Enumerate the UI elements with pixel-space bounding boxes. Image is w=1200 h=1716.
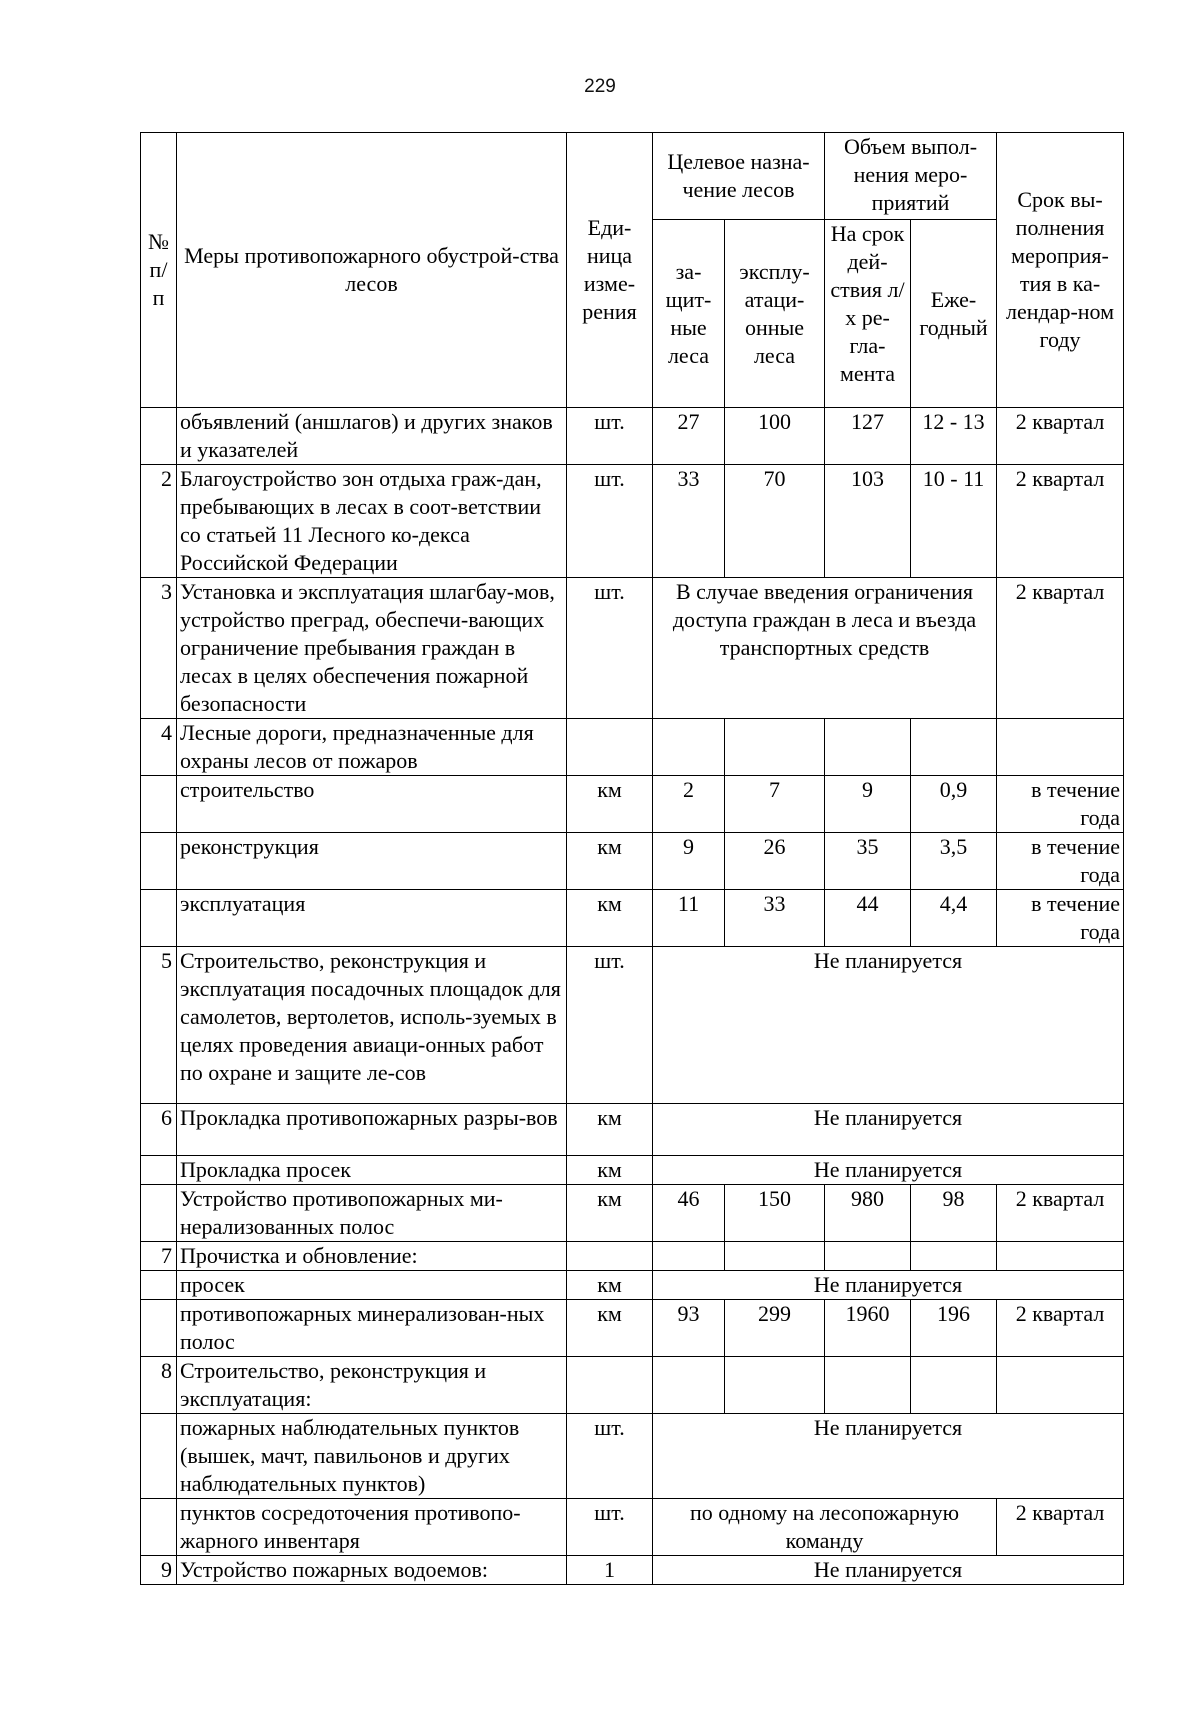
row-number [141, 1185, 177, 1242]
table-row [141, 1414, 1124, 1499]
row-measure: эксплуатация [177, 890, 567, 947]
table-row [141, 1556, 1124, 1585]
row-exploit: 299 [725, 1300, 825, 1357]
row-exploit: 70 [725, 465, 825, 578]
row-period: 35 [825, 833, 911, 890]
table-row [141, 890, 1124, 947]
row-note: Не планируется [653, 1271, 1124, 1300]
row-annual [911, 1357, 997, 1414]
row-period: 1960 [825, 1300, 911, 1357]
row-number [141, 1499, 177, 1556]
row-number [141, 833, 177, 890]
row-protective [653, 719, 725, 776]
row-number [141, 1300, 177, 1357]
row-measure: Прочистка и обновление: [177, 1242, 567, 1271]
fire-measures-table [140, 132, 1124, 1585]
row-measure: просек [177, 1271, 567, 1300]
row-annual: 12 - 13 [911, 408, 997, 465]
row-deadline [997, 1242, 1124, 1271]
header-purpose: Целевое назна-чение лесов [653, 133, 825, 220]
row-unit: шт. [567, 465, 653, 578]
row-period [825, 719, 911, 776]
row-note: Не планируется [653, 1414, 1124, 1499]
row-unit: км [567, 1271, 653, 1300]
row-unit [567, 1242, 653, 1271]
header-volume: Объем выпол-нения меро-приятий [825, 133, 997, 220]
row-number: 7 [141, 1242, 177, 1271]
header-protective: за-щит-ные леса [653, 220, 725, 408]
table-row [141, 1104, 1124, 1156]
row-measure: пунктов сосредоточения противопо-жарного инвентаря [177, 1499, 567, 1556]
table-row [141, 1242, 1124, 1271]
row-exploit: 7 [725, 776, 825, 833]
row-period [825, 1242, 911, 1271]
header-period: На срок дей-ствия л/х ре-гла-мента [825, 220, 911, 408]
row-annual: 4,4 [911, 890, 997, 947]
header-deadline: Срок вы-полнения мероприя-тия в ка-лендар-ном году [997, 133, 1124, 408]
row-unit: шт. [567, 1414, 653, 1499]
row-deadline [997, 719, 1124, 776]
row-number: 3 [141, 578, 177, 719]
row-period [825, 1357, 911, 1414]
row-note: Не планируется [653, 1104, 1124, 1156]
row-number: 4 [141, 719, 177, 776]
row-number: 9 [141, 1556, 177, 1585]
row-unit: км [567, 890, 653, 947]
row-unit: шт. [567, 408, 653, 465]
row-unit: шт. [567, 1499, 653, 1556]
row-unit: шт. [567, 947, 653, 1104]
row-number [141, 408, 177, 465]
table-row [141, 578, 1124, 719]
row-exploit [725, 1242, 825, 1271]
row-measure: Прокладка просек [177, 1156, 567, 1185]
table-row [141, 1499, 1124, 1556]
row-deadline: в течение года [997, 776, 1124, 833]
table-row [141, 947, 1124, 1104]
row-unit: км [567, 1185, 653, 1242]
table-row [141, 1271, 1124, 1300]
table-row [141, 1357, 1124, 1414]
row-unit: км [567, 1156, 653, 1185]
row-deadline [997, 1357, 1124, 1414]
table-row [141, 465, 1124, 578]
row-number [141, 1156, 177, 1185]
row-exploit [725, 1357, 825, 1414]
row-annual: 10 - 11 [911, 465, 997, 578]
row-period: 127 [825, 408, 911, 465]
row-protective: 2 [653, 776, 725, 833]
row-deadline: 2 квартал [997, 578, 1124, 719]
table-row [141, 408, 1124, 465]
header-unit: Еди-ница изме-рения [567, 133, 653, 408]
row-protective: 11 [653, 890, 725, 947]
table-row [141, 719, 1124, 776]
row-measure: реконструкция [177, 833, 567, 890]
row-annual [911, 1242, 997, 1271]
row-protective: 33 [653, 465, 725, 578]
row-note: по одному на лесопожарную команду [653, 1499, 997, 1556]
row-note: Не планируется [653, 1156, 1124, 1185]
row-number: 8 [141, 1357, 177, 1414]
row-number [141, 776, 177, 833]
row-measure: Строительство, реконструкция и эксплуатация: [177, 1357, 567, 1414]
row-measure: Устройство пожарных водоемов: [177, 1556, 567, 1585]
table-row [141, 1185, 1124, 1242]
row-period: 9 [825, 776, 911, 833]
row-unit: км [567, 776, 653, 833]
row-annual: 196 [911, 1300, 997, 1357]
row-protective: 46 [653, 1185, 725, 1242]
page-number: 229 [584, 76, 616, 97]
row-unit: 1 [567, 1556, 653, 1585]
row-protective [653, 1242, 725, 1271]
row-number: 6 [141, 1104, 177, 1156]
row-unit [567, 719, 653, 776]
row-note: Не планируется [653, 947, 1124, 1104]
row-deadline: 2 квартал [997, 1185, 1124, 1242]
header-row-1 [141, 133, 1124, 220]
row-number: 5 [141, 947, 177, 1104]
row-measure: Строительство, реконструкция и эксплуатация посадочных площадок для самолетов, вертолетов, исполь-зуемых в целях проведения авиаци-онных работ по охране и защите ле-сов [177, 947, 567, 1104]
row-unit: шт. [567, 578, 653, 719]
header-annual: Еже-годный [911, 220, 997, 408]
row-exploit: 33 [725, 890, 825, 947]
row-number [141, 1271, 177, 1300]
row-deadline: 2 квартал [997, 1300, 1124, 1357]
table-row [141, 1300, 1124, 1357]
row-unit: км [567, 1104, 653, 1156]
row-note: В случае введения ограничения доступа граждан в леса и въезда транспортных средств [653, 578, 997, 719]
header-measure: Меры противопожарного обустрой-ства лесов [177, 133, 567, 408]
row-deadline: 2 квартал [997, 408, 1124, 465]
table-row [141, 776, 1124, 833]
row-annual: 98 [911, 1185, 997, 1242]
row-deadline: в течение года [997, 890, 1124, 947]
row-period: 980 [825, 1185, 911, 1242]
row-number [141, 890, 177, 947]
row-annual [911, 719, 997, 776]
row-unit: км [567, 1300, 653, 1357]
row-annual: 3,5 [911, 833, 997, 890]
row-number: 2 [141, 465, 177, 578]
row-exploit: 100 [725, 408, 825, 465]
table-row [141, 833, 1124, 890]
row-measure: противопожарных минерализован-ных полос [177, 1300, 567, 1357]
row-exploit: 150 [725, 1185, 825, 1242]
row-protective: 93 [653, 1300, 725, 1357]
row-note: Не планируется [653, 1556, 1124, 1585]
row-annual: 0,9 [911, 776, 997, 833]
row-deadline: в течение года [997, 833, 1124, 890]
row-measure: Устройство противопожарных ми-нерализованных полос [177, 1185, 567, 1242]
row-protective: 27 [653, 408, 725, 465]
row-measure: Установка и эксплуатация шлагбау-мов, устройство преград, обеспечи-вающих ограничение пребывания граждан в лесах в целях обеспечения пожарной безопасности [177, 578, 567, 719]
header-num: № п/п [141, 133, 177, 408]
row-period: 44 [825, 890, 911, 947]
row-protective: 9 [653, 833, 725, 890]
row-protective [653, 1357, 725, 1414]
row-deadline: 2 квартал [997, 1499, 1124, 1556]
row-exploit: 26 [725, 833, 825, 890]
row-number [141, 1414, 177, 1499]
header-exploit: эксплу-атаци-онные леса [725, 220, 825, 408]
row-period: 103 [825, 465, 911, 578]
row-measure: объявлений (аншлагов) и других знаков и указателей [177, 408, 567, 465]
row-unit [567, 1357, 653, 1414]
row-unit: км [567, 833, 653, 890]
row-measure: Благоустройство зон отдыха граж-дан, пребывающих в лесах в соот-ветствии со статьей 11 Лесного ко-декса Российской Федерации [177, 465, 567, 578]
row-measure: Лесные дороги, предназначенные для охраны лесов от пожаров [177, 719, 567, 776]
table-row [141, 1156, 1124, 1185]
row-measure: строительство [177, 776, 567, 833]
row-measure: Прокладка противопожарных разры-вов [177, 1104, 567, 1156]
row-measure: пожарных наблюдательных пунктов (вышек, мачт, павильонов и других наблюдательных пунктов) [177, 1414, 567, 1499]
row-exploit [725, 719, 825, 776]
row-deadline: 2 квартал [997, 465, 1124, 578]
